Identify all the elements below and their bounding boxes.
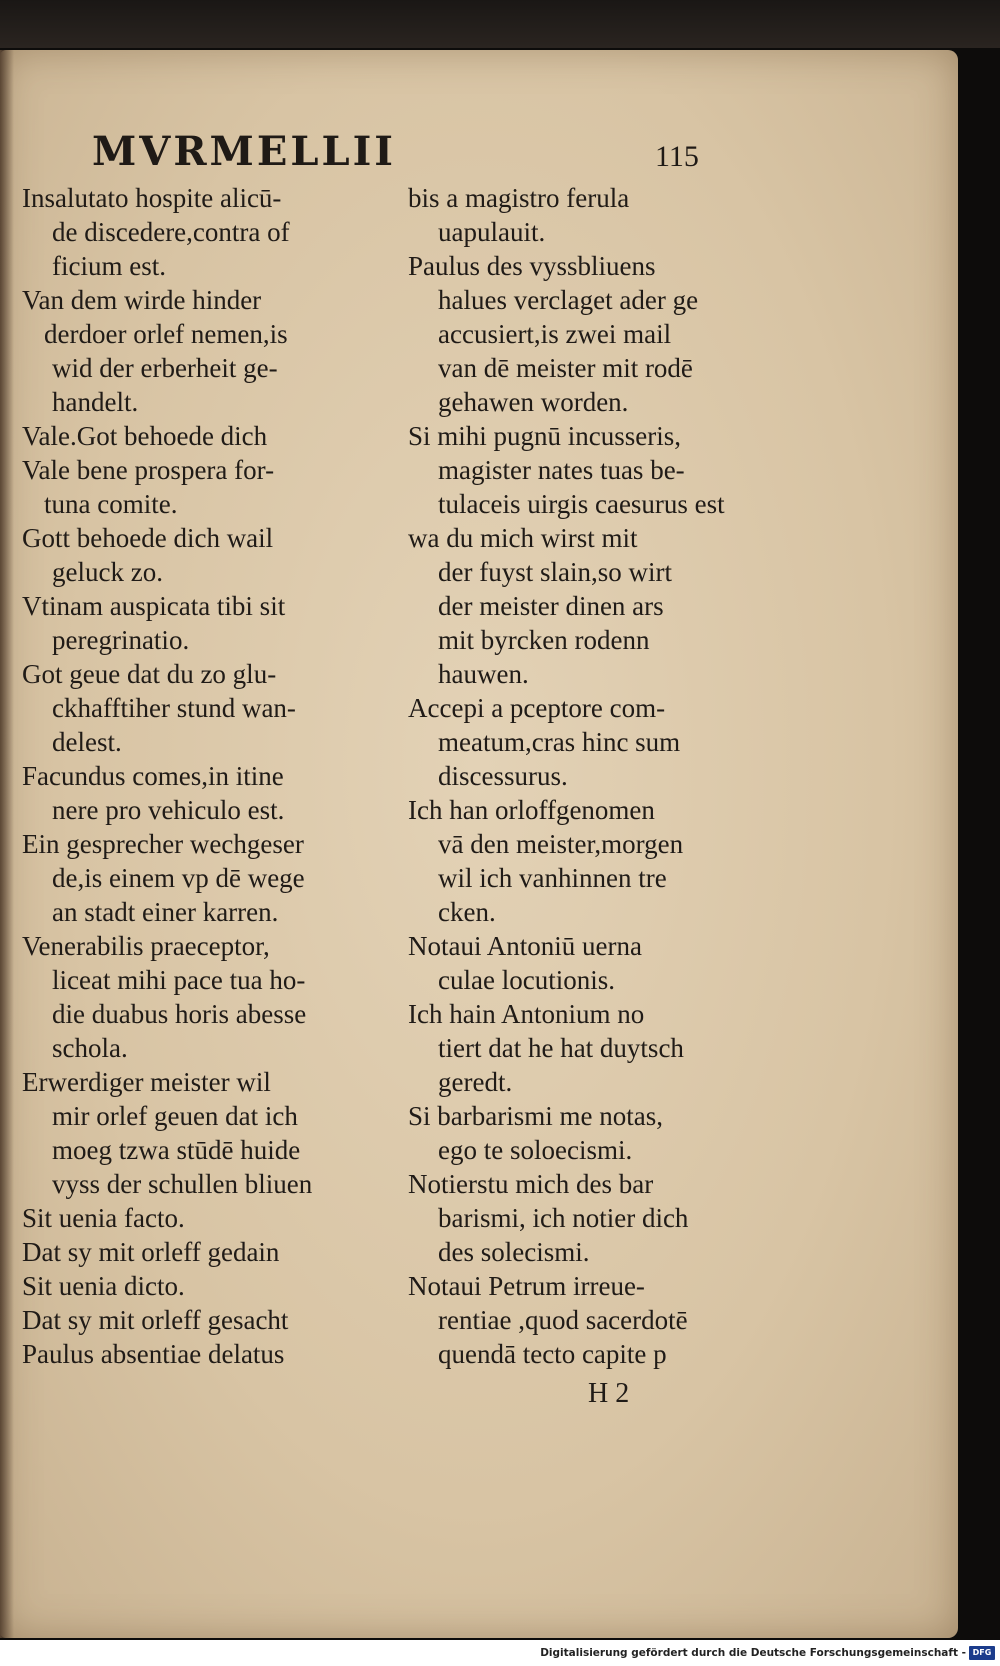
text-line: Ich hain Antonium no xyxy=(408,999,645,1029)
text-line: liceat mihi pace tua ho- xyxy=(52,965,306,995)
text-line: quendā tecto capite p xyxy=(438,1339,667,1369)
text-line: de discedere,contra of xyxy=(52,217,290,247)
text-line: rentiae ,quod sacerdotē xyxy=(438,1305,688,1335)
text-line: wa du mich wirst mit xyxy=(408,523,638,553)
text-line: Sit uenia facto. xyxy=(22,1203,185,1233)
text-line: der fuyst slain,so wirt xyxy=(438,557,672,587)
text-line: accusiert,is zwei mail xyxy=(438,319,672,349)
text-line: cken. xyxy=(438,897,496,927)
text-line: geredt. xyxy=(438,1067,513,1097)
text-line: schola. xyxy=(52,1033,128,1063)
text-line: ckhafftiher stund wan- xyxy=(52,693,296,723)
text-line: an stadt einer karren. xyxy=(52,897,279,927)
text-line: Paulus absentiae delatus xyxy=(22,1339,285,1369)
text-line: Gott behoede dich wail xyxy=(22,523,274,553)
text-line: derdoer orlef nemen,is xyxy=(44,319,288,349)
text-line: tulaceis uirgis caesurus est xyxy=(438,489,725,519)
text-line: Vale bene prospera for- xyxy=(22,455,275,485)
left-text-column xyxy=(22,181,392,1371)
page-number: 115 xyxy=(655,140,699,173)
text-line: wil ich vanhinnen tre xyxy=(438,863,667,893)
text-line: des solecismi. xyxy=(438,1237,590,1267)
page-gutter-shadow xyxy=(0,50,14,1638)
text-line: Got geue dat du zo glu- xyxy=(22,659,277,689)
text-line: Accepi a pceptore com- xyxy=(408,693,666,723)
text-line: tiert dat he hat duytsch xyxy=(438,1033,684,1063)
text-line: tuna comite. xyxy=(44,489,178,519)
signature-mark: H 2 xyxy=(588,1378,630,1409)
text-line: meatum,cras hinc sum xyxy=(438,727,681,757)
text-line: Insalutato hospite alicū- xyxy=(22,183,282,213)
text-line: Si mihi pugnū incusseris, xyxy=(408,421,682,451)
text-line: discessurus. xyxy=(438,761,568,791)
text-line: nere pro vehiculo est. xyxy=(52,795,285,825)
text-line: Sit uenia dicto. xyxy=(22,1271,185,1301)
text-line: Notaui Antoniū uerna xyxy=(408,931,642,961)
text-line: Notierstu mich des bar xyxy=(408,1169,654,1199)
text-line: culae locutionis. xyxy=(438,965,615,995)
text-line: halues verclaget ader ge xyxy=(438,285,699,315)
text-line: vyss der schullen bliuen xyxy=(52,1169,313,1199)
text-line: Dat sy mit orleff gesacht xyxy=(22,1305,289,1335)
text-line: Si barbarismi me notas, xyxy=(408,1101,663,1131)
text-line: mir orlef geuen dat ich xyxy=(52,1101,298,1131)
text-line: ficium est. xyxy=(52,251,166,281)
text-line: Notaui Petrum irreue- xyxy=(408,1271,645,1301)
text-line: delest. xyxy=(52,727,122,757)
right-text-column xyxy=(408,181,778,1371)
text-line: magister nates tuas be- xyxy=(438,455,685,485)
text-line: Ein gesprecher wechgeser xyxy=(22,829,304,859)
text-line: gehawen worden. xyxy=(438,387,629,417)
text-line: barismi, ich notier dich xyxy=(438,1203,689,1233)
text-line: Dat sy mit orleff gedain xyxy=(22,1237,280,1267)
text-line: peregrinatio. xyxy=(52,625,190,655)
text-line: Paulus des vyssbliuens xyxy=(408,251,656,281)
dfg-logo-icon: DFG xyxy=(969,1646,995,1660)
text-line: wid der erberheit ge- xyxy=(52,353,278,383)
book-edge-top xyxy=(0,0,1000,48)
text-line: van dē meister mit rodē xyxy=(438,353,693,383)
text-line: handelt. xyxy=(52,387,139,417)
text-line: uapulauit. xyxy=(438,217,546,247)
text-line: geluck zo. xyxy=(52,557,163,587)
text-line: vā den meister,morgen xyxy=(438,829,684,859)
text-line: ego te soloecismi. xyxy=(438,1135,633,1165)
text-line: mit byrcken rodenn xyxy=(438,625,650,655)
text-line: Facundus comes,in itine xyxy=(22,761,284,791)
funding-credit: Digitalisierung gefördert durch die Deutsche Forschungsgemeinschaft - xyxy=(540,1647,966,1659)
running-head: MVRMELLII xyxy=(92,128,396,175)
text-line: die duabus horis abesse xyxy=(52,999,307,1029)
text-line: Van dem wirde hinder xyxy=(22,285,262,315)
text-line: bis a magistro ferula xyxy=(408,183,630,213)
text-line: de,is einem vp dē wege xyxy=(52,863,305,893)
text-line: hauwen. xyxy=(438,659,529,689)
text-line: Vale.Got behoede dich xyxy=(22,421,268,451)
text-line: der meister dinen ars xyxy=(438,591,664,621)
text-line: moeg tzwa stūdē huide xyxy=(52,1135,301,1165)
text-line: Erwerdiger meister wil xyxy=(22,1067,271,1097)
text-line: Venerabilis praeceptor, xyxy=(22,931,270,961)
text-line: Ich han orloffgenomen xyxy=(408,795,655,825)
text-line: Vtinam auspicata tibi sit xyxy=(22,591,286,621)
